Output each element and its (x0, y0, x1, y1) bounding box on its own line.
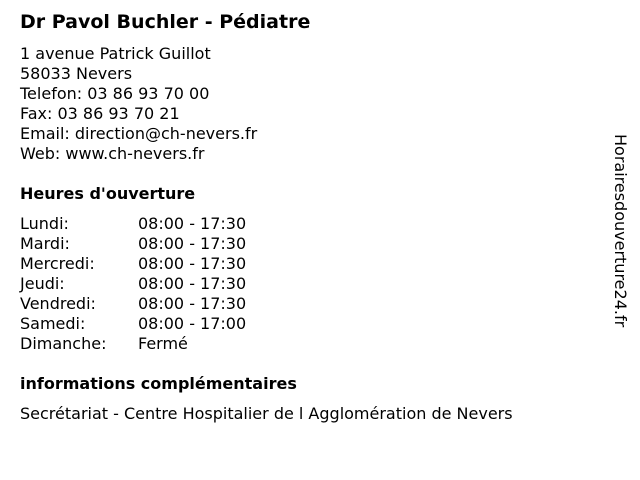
time-value: 08:00 - 17:00 (138, 314, 247, 333)
day-label: Mercredi: (20, 254, 95, 273)
phone-number: Telefon: 03 86 93 70 00 (20, 84, 210, 103)
opening-hours-heading: Heures d'ouverture (20, 184, 196, 203)
contact-block (20, 44, 257, 164)
hours-row-tuesday (20, 234, 246, 254)
hours-row-friday (20, 294, 246, 314)
day-label: Mardi: (20, 234, 70, 253)
time-value: 08:00 - 17:30 (138, 254, 247, 273)
day-label: Dimanche: (20, 334, 107, 353)
hours-row-thursday (20, 274, 246, 294)
page-title: Dr Pavol Buchler - Pédiatre (20, 11, 311, 33)
time-value: 08:00 - 17:30 (138, 294, 247, 313)
day-label: Vendredi: (20, 294, 96, 313)
opening-hours-table (20, 214, 246, 354)
time-value: 08:00 - 17:30 (138, 234, 247, 253)
hours-row-saturday (20, 314, 246, 334)
time-value: Fermé (138, 334, 188, 353)
website-address: Web: www.ch-nevers.fr (20, 144, 205, 163)
day-label: Samedi: (20, 314, 86, 333)
address-line-2: 58033 Nevers (20, 64, 133, 83)
hours-row-wednesday (20, 254, 246, 274)
hours-row-monday (20, 214, 246, 234)
additional-info-heading: informations complémentaires (20, 374, 297, 393)
day-label: Lundi: (20, 214, 69, 233)
time-value: 08:00 - 17:30 (138, 214, 247, 233)
side-watermark-brand: Horairesdouverture24.fr (611, 134, 630, 328)
address-line-1: 1 avenue Patrick Guillot (20, 44, 211, 63)
fax-number: Fax: 03 86 93 70 21 (20, 104, 180, 123)
email-address: Email: direction@ch-nevers.fr (20, 124, 258, 143)
time-value: 08:00 - 17:30 (138, 274, 247, 293)
day-label: Jeudi: (20, 274, 65, 293)
additional-info-text: Secrétariat - Centre Hospitalier de l Agglomération de Nevers (20, 404, 513, 423)
hours-row-sunday (20, 334, 246, 354)
